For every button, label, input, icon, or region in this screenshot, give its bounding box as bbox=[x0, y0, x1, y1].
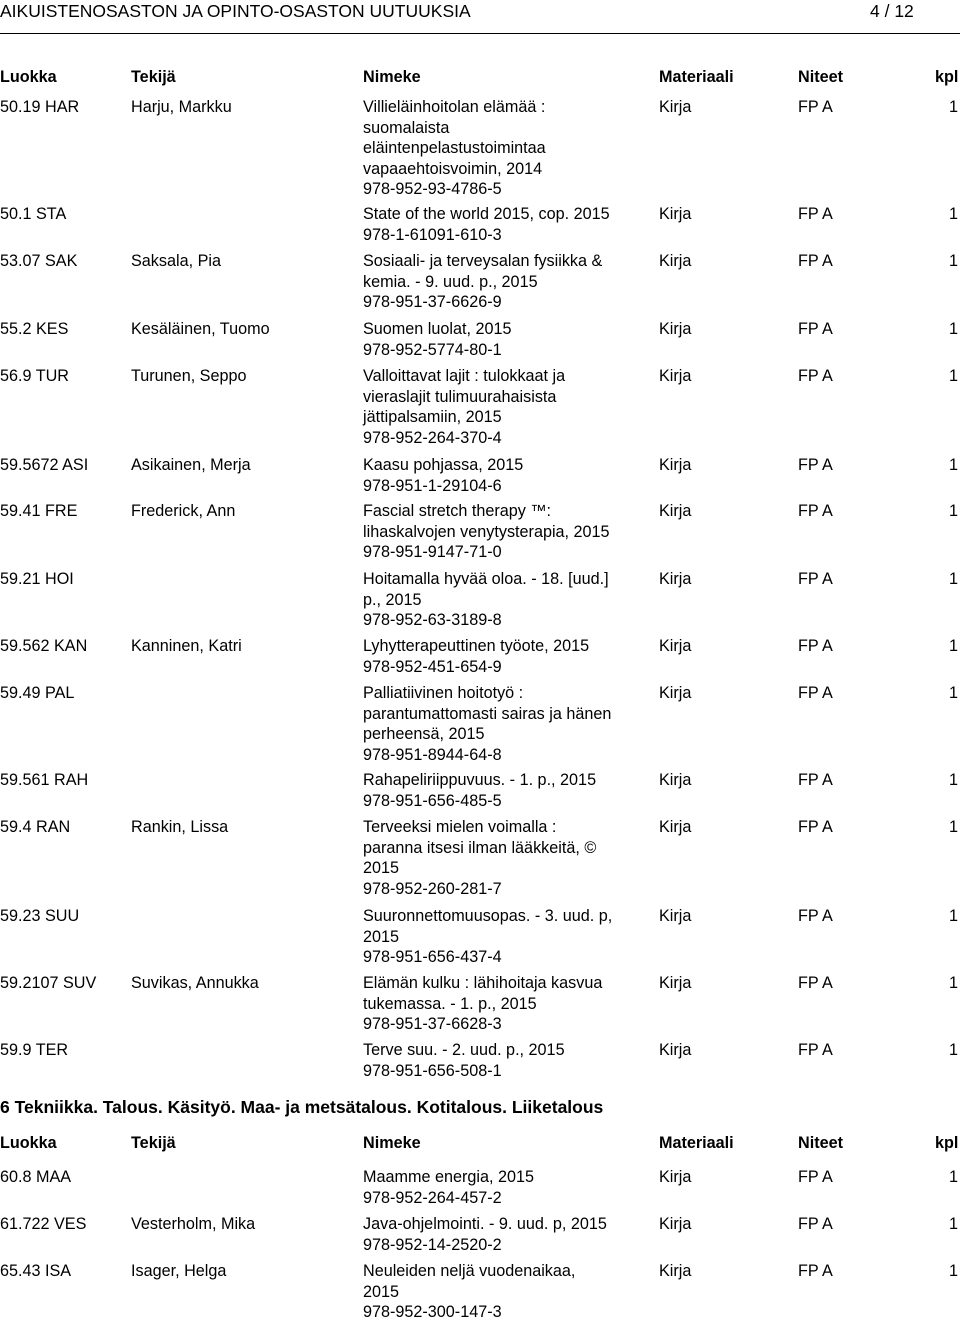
cell-niteet: FP A bbox=[798, 205, 833, 223]
cell-tekija: Isager, Helga bbox=[131, 1262, 227, 1280]
page-title: AIKUISTENOSASTON JA OPINTO-OSASTON UUTUUKSIA bbox=[0, 1, 471, 21]
nimeke-line: Kaasu pohjassa, 2015 bbox=[363, 456, 524, 474]
cell-nimeke bbox=[363, 1167, 645, 1208]
nimeke-line: Maamme energia, 2015 bbox=[363, 1168, 534, 1186]
cell-luokka: 59.41 FRE bbox=[0, 502, 78, 520]
nimeke-line: Sosiaali- ja terveysalan fysiikka & bbox=[363, 252, 603, 270]
nimeke-line: Rahapeliriippuvuus. - 1. p., 2015 bbox=[363, 771, 597, 789]
cell-kpl: 1 bbox=[949, 684, 959, 702]
nimeke-line: Villieläinhoitolan elämää : bbox=[363, 98, 546, 116]
col-header-kpl: kpl bbox=[935, 68, 959, 86]
col-header-materiaali: Materiaali bbox=[659, 1134, 734, 1152]
cell-niteet: FP A bbox=[798, 637, 833, 655]
nimeke-line: 978-952-5774-80-1 bbox=[363, 340, 502, 359]
cell-nimeke bbox=[363, 1214, 645, 1255]
col-header-luokka: Luokka bbox=[0, 68, 57, 86]
cell-kpl: 1 bbox=[949, 502, 959, 520]
cell-niteet: FP A bbox=[798, 1168, 833, 1186]
cell-kpl: 1 bbox=[949, 320, 959, 338]
cell-kpl: 1 bbox=[949, 974, 959, 992]
cell-luokka: 50.1 STA bbox=[0, 205, 67, 223]
col-header-nimeke: Nimeke bbox=[363, 1134, 421, 1152]
page-header bbox=[0, 0, 960, 26]
nimeke-line: kemia. - 9. uud. p., 2015 bbox=[363, 272, 538, 291]
nimeke-line: Fascial stretch therapy ™: bbox=[363, 502, 552, 520]
cell-luokka: 59.2107 SUV bbox=[0, 974, 97, 992]
nimeke-line: tukemassa. - 1. p., 2015 bbox=[363, 994, 537, 1013]
cell-tekija: Harju, Markku bbox=[131, 98, 232, 116]
cell-tekija: Rankin, Lissa bbox=[131, 818, 229, 836]
nimeke-line: 978-952-264-370-4 bbox=[363, 428, 502, 447]
nimeke-line: Java-ohjelmointi. - 9. uud. p, 2015 bbox=[363, 1215, 607, 1233]
cell-materiaali: Kirja bbox=[659, 502, 692, 520]
nimeke-line: 2015 bbox=[363, 1282, 400, 1301]
nimeke-line: jättipalsamiin, 2015 bbox=[363, 408, 502, 426]
cell-niteet: FP A bbox=[798, 320, 833, 338]
cell-niteet: FP A bbox=[798, 1262, 833, 1280]
cell-luokka: 56.9 TUR bbox=[0, 367, 69, 385]
nimeke-line: 978-951-656-508-1 bbox=[363, 1061, 502, 1080]
cell-materiaali: Kirja bbox=[659, 205, 692, 223]
cell-materiaali: Kirja bbox=[659, 974, 692, 992]
cell-materiaali: Kirja bbox=[659, 684, 692, 702]
cell-tekija: Asikainen, Merja bbox=[131, 456, 251, 474]
nimeke-line: vapaaehtoisvoimin, 2014 bbox=[363, 159, 543, 178]
cell-kpl: 1 bbox=[949, 907, 959, 925]
col-header-luokka: Luokka bbox=[0, 1134, 57, 1152]
nimeke-line: 978-952-264-457-2 bbox=[363, 1188, 502, 1207]
nimeke-line: 978-951-9147-71-0 bbox=[363, 543, 502, 561]
cell-nimeke bbox=[363, 204, 645, 245]
cell-materiaali: Kirja bbox=[659, 637, 692, 655]
nimeke-line: Hoitamalla hyvää oloa. - 18. [uud.] bbox=[363, 570, 609, 588]
cell-niteet: FP A bbox=[798, 570, 833, 588]
nimeke-line: 978-951-37-6626-9 bbox=[363, 293, 502, 311]
nimeke-line: Elämän kulku : lähihoitaja kasvua bbox=[363, 974, 603, 992]
cell-kpl: 1 bbox=[949, 570, 959, 588]
cell-tekija: Kanninen, Katri bbox=[131, 637, 242, 655]
cell-niteet: FP A bbox=[798, 907, 833, 925]
header-divider bbox=[0, 33, 960, 34]
cell-tekija: Frederick, Ann bbox=[131, 502, 236, 520]
cell-nimeke bbox=[363, 1040, 645, 1081]
col-header-niteet: Niteet bbox=[798, 1134, 843, 1152]
cell-kpl: 1 bbox=[949, 205, 959, 223]
nimeke-line: parantumattomasti sairas ja hänen bbox=[363, 704, 612, 723]
col-header-materiaali: Materiaali bbox=[659, 68, 734, 86]
nimeke-line: 978-951-656-485-5 bbox=[363, 791, 502, 810]
cell-niteet: FP A bbox=[798, 252, 833, 270]
cell-kpl: 1 bbox=[949, 1041, 959, 1059]
cell-materiaali: Kirja bbox=[659, 252, 692, 270]
cell-luokka: 53.07 SAK bbox=[0, 252, 78, 270]
col-header-tekija: Tekijä bbox=[131, 1134, 176, 1152]
nimeke-line: 978-952-300-147-3 bbox=[363, 1303, 502, 1321]
nimeke-line: Lyhytterapeuttinen työote, 2015 bbox=[363, 637, 590, 655]
cell-luokka: 59.49 PAL bbox=[0, 684, 75, 702]
nimeke-line: 978-952-451-654-9 bbox=[363, 657, 502, 676]
cell-nimeke bbox=[363, 455, 645, 496]
cell-niteet: FP A bbox=[798, 456, 833, 474]
cell-nimeke bbox=[363, 973, 645, 1035]
nimeke-line: 978-952-14-2520-2 bbox=[363, 1235, 502, 1254]
cell-niteet: FP A bbox=[798, 1215, 833, 1233]
nimeke-line: 978-1-61091-610-3 bbox=[363, 225, 502, 244]
cell-nimeke bbox=[363, 569, 645, 631]
nimeke-line: paranna itsesi ilman lääkkeitä, © bbox=[363, 838, 597, 857]
nimeke-line: Terve suu. - 2. uud. p., 2015 bbox=[363, 1041, 565, 1059]
cell-luokka: 59.23 SUU bbox=[0, 907, 80, 925]
cell-luokka: 59.561 RAH bbox=[0, 771, 89, 789]
cell-luokka: 50.19 HAR bbox=[0, 98, 80, 116]
nimeke-line: Suomen luolat, 2015 bbox=[363, 320, 512, 338]
cell-kpl: 1 bbox=[949, 1215, 959, 1233]
cell-luokka: 60.8 MAA bbox=[0, 1168, 72, 1186]
nimeke-line: Neuleiden neljä vuodenaikaa, bbox=[363, 1262, 576, 1280]
cell-niteet: FP A bbox=[798, 818, 833, 836]
cell-materiaali: Kirja bbox=[659, 320, 692, 338]
cell-niteet: FP A bbox=[798, 502, 833, 520]
col-header-kpl: kpl bbox=[935, 1134, 959, 1152]
cell-luokka: 59.562 KAN bbox=[0, 637, 88, 655]
cell-nimeke bbox=[363, 636, 645, 677]
cell-tekija: Vesterholm, Mika bbox=[131, 1215, 256, 1233]
cell-materiaali: Kirja bbox=[659, 771, 692, 789]
cell-luokka: 59.4 RAN bbox=[0, 818, 71, 836]
cell-tekija: Kesäläinen, Tuomo bbox=[131, 320, 270, 338]
cell-kpl: 1 bbox=[949, 456, 959, 474]
cell-materiaali: Kirja bbox=[659, 456, 692, 474]
cell-nimeke bbox=[363, 251, 645, 313]
nimeke-line: 978-951-37-6628-3 bbox=[363, 1015, 502, 1033]
cell-nimeke bbox=[363, 770, 645, 811]
cell-kpl: 1 bbox=[949, 1262, 959, 1280]
cell-materiaali: Kirja bbox=[659, 1168, 692, 1186]
nimeke-line: 2015 bbox=[363, 859, 400, 877]
nimeke-line: State of the world 2015, cop. 2015 bbox=[363, 205, 610, 223]
cell-kpl: 1 bbox=[949, 818, 959, 836]
nimeke-line: Terveeksi mielen voimalla : bbox=[363, 818, 557, 836]
cell-luokka: 59.5672 ASI bbox=[0, 456, 89, 474]
cell-kpl: 1 bbox=[949, 637, 959, 655]
cell-nimeke bbox=[363, 319, 645, 360]
nimeke-line: suomalaista bbox=[363, 118, 450, 137]
cell-nimeke bbox=[363, 97, 645, 200]
nimeke-line: vieraslajit tulimuurahaisista bbox=[363, 387, 557, 406]
cell-materiaali: Kirja bbox=[659, 570, 692, 588]
cell-nimeke bbox=[363, 501, 645, 563]
nimeke-line: 978-952-93-4786-5 bbox=[363, 180, 502, 198]
cell-materiaali: Kirja bbox=[659, 818, 692, 836]
page-number: 4 / 12 bbox=[870, 1, 914, 21]
nimeke-line: eläintenpelastustoimintaa bbox=[363, 139, 546, 157]
cell-luokka: 59.21 HOI bbox=[0, 570, 74, 588]
cell-tekija: Turunen, Seppo bbox=[131, 367, 247, 385]
nimeke-line: 978-952-63-3189-8 bbox=[363, 611, 502, 629]
cell-kpl: 1 bbox=[949, 1168, 959, 1186]
nimeke-line: p., 2015 bbox=[363, 590, 422, 609]
nimeke-line: Palliatiivinen hoitotyö : bbox=[363, 684, 524, 702]
col-header-niteet: Niteet bbox=[798, 68, 843, 86]
nimeke-line: Suuronnettomuusopas. - 3. uud. p, bbox=[363, 907, 613, 925]
cell-materiaali: Kirja bbox=[659, 907, 692, 925]
cell-materiaali: Kirja bbox=[659, 98, 692, 116]
cell-materiaali: Kirja bbox=[659, 1262, 692, 1280]
cell-luokka: 65.43 ISA bbox=[0, 1262, 72, 1280]
section-title: 6 Tekniikka. Talous. Käsityö. Maa- ja metsätalous. Kotitalous. Liiketalous bbox=[0, 1097, 604, 1117]
nimeke-line: lihaskalvojen venytysterapia, 2015 bbox=[363, 522, 610, 541]
cell-niteet: FP A bbox=[798, 367, 833, 385]
cell-kpl: 1 bbox=[949, 771, 959, 789]
nimeke-line: perheensä, 2015 bbox=[363, 725, 485, 743]
cell-nimeke bbox=[363, 683, 645, 765]
nimeke-line: Valloittavat lajit : tulokkaat ja bbox=[363, 367, 566, 385]
cell-kpl: 1 bbox=[949, 98, 959, 116]
cell-niteet: FP A bbox=[798, 771, 833, 789]
cell-niteet: FP A bbox=[798, 98, 833, 116]
cell-materiaali: Kirja bbox=[659, 1215, 692, 1233]
cell-nimeke bbox=[363, 1261, 645, 1323]
cell-tekija: Suvikas, Annukka bbox=[131, 974, 259, 992]
nimeke-line: 2015 bbox=[363, 927, 400, 946]
cell-tekija: Saksala, Pia bbox=[131, 252, 221, 270]
nimeke-line: 978-951-656-437-4 bbox=[363, 948, 502, 966]
nimeke-line: 978-952-260-281-7 bbox=[363, 879, 502, 898]
cell-kpl: 1 bbox=[949, 367, 959, 385]
nimeke-line: 978-951-8944-64-8 bbox=[363, 745, 502, 764]
cell-luokka: 59.9 TER bbox=[0, 1041, 69, 1059]
cell-nimeke bbox=[363, 906, 645, 968]
cell-nimeke bbox=[363, 817, 645, 899]
cell-niteet: FP A bbox=[798, 684, 833, 702]
col-header-nimeke: Nimeke bbox=[363, 68, 421, 86]
cell-niteet: FP A bbox=[798, 974, 833, 992]
cell-materiaali: Kirja bbox=[659, 1041, 692, 1059]
cell-niteet: FP A bbox=[798, 1041, 833, 1059]
cell-luokka: 61.722 VES bbox=[0, 1215, 87, 1233]
cell-nimeke bbox=[363, 366, 645, 448]
cell-luokka: 55.2 KES bbox=[0, 320, 69, 338]
cell-materiaali: Kirja bbox=[659, 367, 692, 385]
cell-kpl: 1 bbox=[949, 252, 959, 270]
nimeke-line: 978-951-1-29104-6 bbox=[363, 476, 502, 495]
col-header-tekija: Tekijä bbox=[131, 68, 176, 86]
